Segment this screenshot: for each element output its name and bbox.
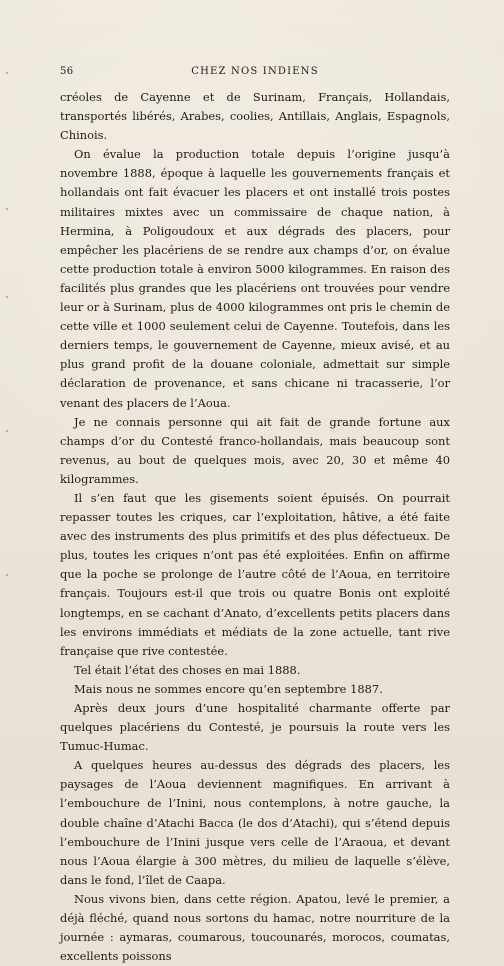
paragraph-text: Mais nous ne sommes encore qu’en septembre 1887. xyxy=(74,681,383,696)
paragraph-text: A quelques heures au-dessus des dégrads des placers, les paysages de l’Aoua deviennent magnifiques. En arrivant à l’embouchure de l’Inini, nous contemplons, à notre gauche, la double chaîne d’Atachi Bacca (le dos d’Atachi), qui s’étend depuis l’embouchure de l’Inini jusque vers celle de l’Araoua, et devant nous l’Aoua élargie à 300 mètres, du milieu de laquelle s’élève, dans le fond, l’îlet de Caapa. xyxy=(60,758,450,887)
page-speck xyxy=(6,296,8,298)
paragraph-text: Tel était l’état des choses en mai 1888. xyxy=(74,662,301,677)
paragraph-text: créoles de Cayenne et de Surinam, Français, Hollandais, transportés libérés, Arabes, coolies, Antillais, Anglais, Espagnols, Chinois. xyxy=(60,90,450,143)
paragraph xyxy=(60,699,450,756)
paragraph-text: Nous vivons bien, dans cette région. Apatou, levé le premier, a déjà fléché, quand nous sortons du hamac, notre nourriture de la journée : aymaras, coumarous, toucounarés, morocos, coumatas, excellents poissons xyxy=(60,891,450,964)
paragraph xyxy=(60,489,450,661)
paragraph xyxy=(60,145,450,412)
paragraph xyxy=(60,413,450,489)
paragraph xyxy=(60,680,450,699)
paragraph xyxy=(60,661,450,680)
page-speck xyxy=(6,430,8,432)
page-speck xyxy=(6,208,8,210)
page-number: 56 xyxy=(60,66,74,77)
page-speck xyxy=(6,72,8,74)
page-speck xyxy=(6,574,8,576)
paragraph-text: On évalue la production totale depuis l’origine jusqu’à novembre 1888, époque à laquelle les gouvernements français et hollandais ont fait évacuer les placers et ont installé trois postes militaires mixtes avec un commissaire de chaque nation, à Hermina, à Poligoudoux et aux dégrads des placers, pour empêcher les placériens de se rendre aux champs d’or, on évalue cette production totale à environ 5000 kilogrammes. En raison des facilités plus grandes que les placériens ont trouvées pour vendre leur or à Surinam, plus de 4000 kilogrammes ont pris le chemin de cette ville et 1000 seulement celui de Cayenne. Toutefois, dans les derniers temps, le gouvernement de Cayenne, mieux avisé, et au plus grand profit de la douane coloniale, admettait sur simple déclaration de provenance, et sans chicane ni tracasserie, l’or venant des placers de l’Aoua. xyxy=(60,147,450,410)
body-text xyxy=(60,88,450,966)
page-header xyxy=(60,66,450,84)
running-head: CHEZ NOS INDIENS xyxy=(191,66,319,77)
paragraph xyxy=(60,756,450,890)
paragraph xyxy=(60,890,450,966)
paragraph-text: Il s’en faut que les gisements soient épuisés. On pourrait repasser toutes les criques, car l’exploitation, hâtive, a été faite avec des instruments des plus primitifs et des plus défectueux. De plus, toutes les criques n’ont pas été exploitées. Enfin on affirme que la poche se prolonge de l’autre côté de l’Aoua, en territoire français. Toujours est-il que trois ou quatre Bonis ont exploité longtemps, en se cachant d’Anato, d’excellents petits placers dans les environs immédiats et médiats de la zone actuelle, tant rive française que rive contestée. xyxy=(60,490,450,658)
paragraph-text: Après deux jours d’une hospitalité charmante offerte par quelques placériens du Contesté, je poursuis la route vers les Tumuc-Humac. xyxy=(60,701,450,754)
paragraph xyxy=(60,88,450,145)
paragraph-text: Je ne connais personne qui ait fait de grande fortune aux champs d’or du Contesté franco-hollandais, mais beaucoup sont revenus, au bout de quelques mois, avec 20, 30 et même 40 kilogrammes. xyxy=(60,414,450,486)
